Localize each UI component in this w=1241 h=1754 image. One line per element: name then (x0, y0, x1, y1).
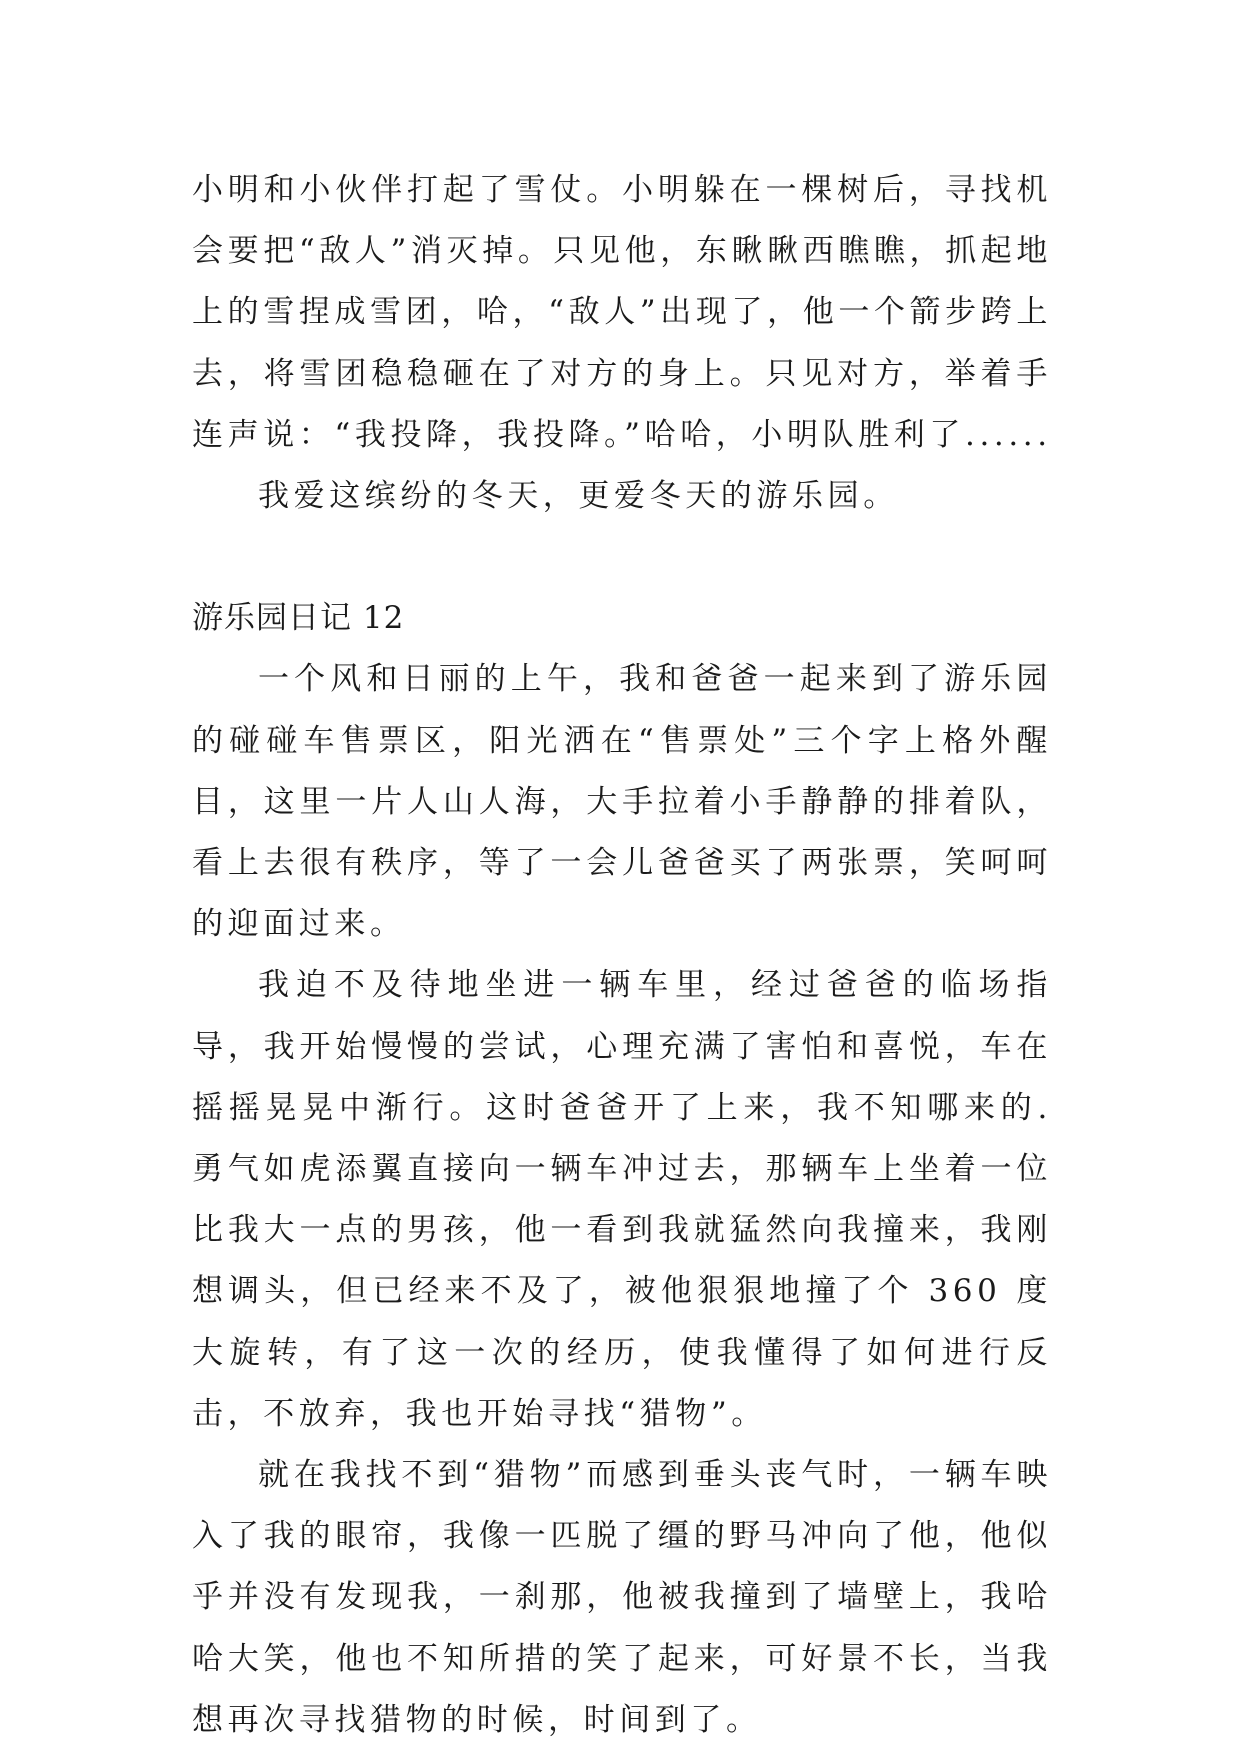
document-body (192, 160, 1052, 1751)
paragraph-finding-prey: 就在我找不到“猎物”而感到垂头丧气时，一辆车映入了我的眼帘，我像一匹脱了缰的野马冲向了他，他似乎并没有发现我，一刹那，他被我撞到了墙壁上，我哈哈大笑，他也不知所措的笑了起来，可好景不长，当我想再次寻找猎物的时候，时间到了。 (192, 1457, 1052, 1738)
section-title: 游乐园日记 12 (192, 600, 405, 637)
paragraph-love-winter: 我爱这缤纷的冬天，更爱冬天的游乐园。 (258, 478, 899, 515)
paragraph-ticket-area: 一个风和日丽的上午，我和爸爸一起来到了游乐园的碰碰车售票区，阳光洒在“售票处”三个字上格外醒目，这里一片人山人海，大手拉着小手静静的排着队，看上去很有秩序，等了一会儿爸爸买了两张票，笑呵呵的迎面过来。 (192, 661, 1052, 943)
paragraph-bumper-car-ride: 我迫不及待地坐进一辆车里，经过爸爸的临场指导，我开始慢慢的尝试，心理充满了害怕和喜悦，车在摇摇晃晃中渐行。这时爸爸开了上来，我不知哪来的.勇气如虎添翼直接向一辆车冲过去，那辆车上坐着一位比我大一点的男孩，他一看到我就猛然向我撞来，我刚想调头，但已经来不及了，被他狠狠地撞了个 360 度大旋转，有了这一次的经历，使我懂得了如何进行反击，不放弃，我也开始寻找“猎物”。 (192, 967, 1052, 1432)
paragraph-snowball-fight: 小明和小伙伴打起了雪仗。小明躲在一棵树后，寻找机会要把“敌人”消灭掉。只见他，东瞅瞅西瞧瞧，抓起地上的雪捏成雪团，哈，“敌人”出现了，他一个箭步跨上去，将雪团稳稳砸在了对方的身上。只见对方，举着手连声说：“我投降，我投降。”哈哈，小明队胜利了...... (192, 172, 1052, 453)
section-gap (192, 527, 1052, 588)
